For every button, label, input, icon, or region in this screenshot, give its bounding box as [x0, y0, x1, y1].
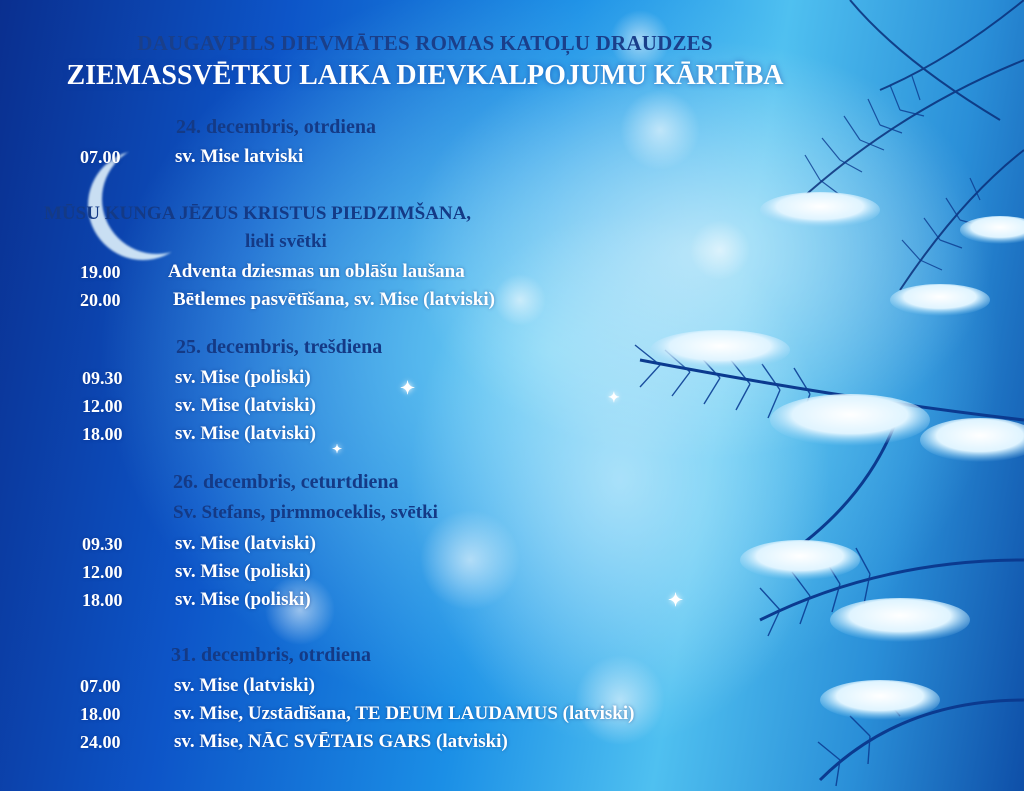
service-description: sv. Mise latviski [175, 146, 304, 167]
day-heading-dec25: 25. decembris, trešdiena [176, 336, 383, 358]
service-description: sv. Mise (poliski) [175, 561, 311, 582]
sparkle-icon: ✦ [668, 590, 684, 610]
service-time: 24.00 [80, 732, 121, 752]
service-time: 09.30 [82, 534, 123, 554]
day-heading-dec24: 24. decembris, otrdiena [176, 116, 376, 138]
service-time: 07.00 [80, 147, 121, 167]
schedule-title: ZIEMASSVĒTKU LAIKA DIEVKALPOJUMU KĀRTĪBA [66, 60, 784, 91]
service-time: 18.00 [80, 704, 121, 724]
service-description: sv. Mise, NĀC SVĒTAIS GARS (latviski) [174, 731, 508, 752]
service-description: sv. Mise (latviski) [174, 675, 315, 696]
service-time: 12.00 [82, 396, 123, 416]
feast-subtitle: Sv. Stefans, pirmmoceklis, svētki [173, 502, 438, 523]
sparkle-icon: ✦ [608, 391, 620, 406]
service-time: 18.00 [82, 424, 123, 444]
service-time: 09.30 [82, 368, 123, 388]
sparkle-icon: ✦ [332, 442, 343, 456]
service-time: 19.00 [80, 262, 121, 282]
service-time: 12.00 [82, 562, 123, 582]
parish-name-heading: DAUGAVPILS DIEVMĀTES ROMAS KATOĻU DRAUDZES [137, 31, 713, 55]
service-time: 18.00 [82, 590, 123, 610]
feast-subtitle: lieli svētki [245, 231, 327, 252]
service-description: Bētlemes pasvētīšana, sv. Mise (latviski) [173, 289, 495, 310]
service-time: 20.00 [80, 290, 121, 310]
service-description: sv. Mise (poliski) [175, 367, 311, 388]
service-description: sv. Mise (poliski) [175, 589, 311, 610]
service-description: sv. Mise, Uzstādīšana, TE DEUM LAUDAMUS (latviski) [174, 703, 635, 724]
service-description: sv. Mise (latviski) [175, 533, 316, 554]
sparkle-icon: ✦ [400, 378, 416, 398]
service-description: Adventa dziesmas un oblāšu laušana [168, 261, 465, 282]
service-time: 07.00 [80, 676, 121, 696]
day-heading-dec31: 31. decembris, otrdiena [171, 644, 371, 666]
day-heading-dec26: 26. decembris, ceturtdiena [173, 471, 399, 493]
feast-title-nativity: MŪSU KUNGA JĒZUS KRISTUS PIEDZIMŠANA, [44, 203, 472, 224]
service-description: sv. Mise (latviski) [175, 423, 316, 444]
service-description: sv. Mise (latviski) [175, 395, 316, 416]
